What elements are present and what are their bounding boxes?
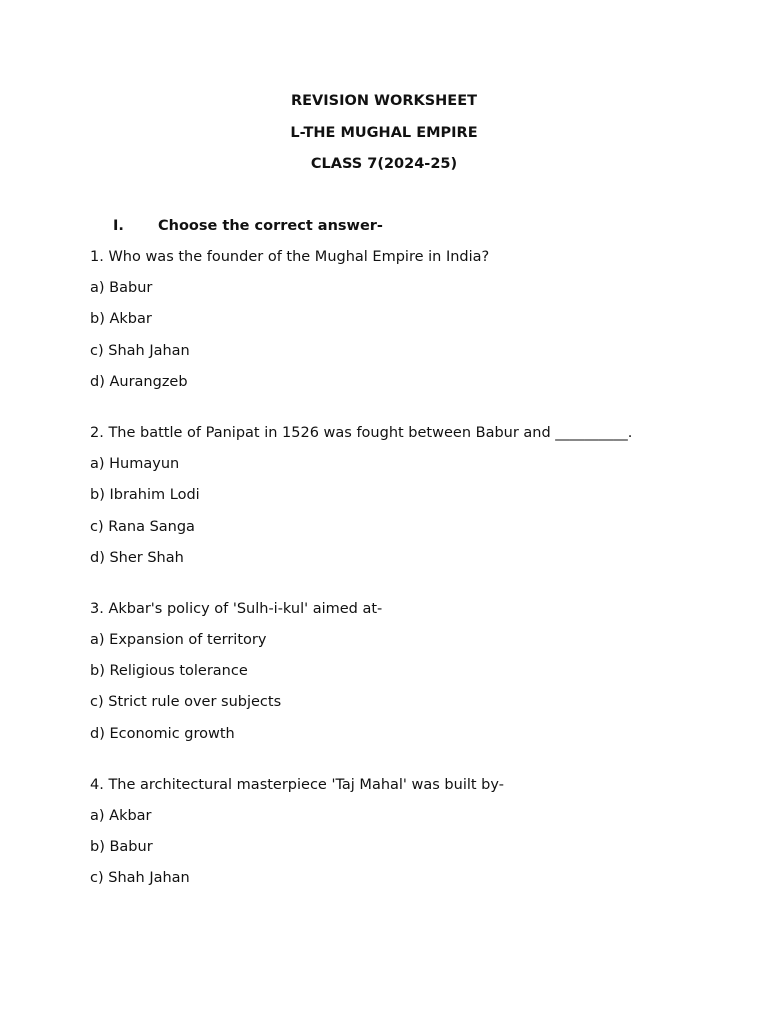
question-text: 3. Akbar's policy of 'Sulh-i-kul' aimed at-	[90, 600, 383, 617]
chapter-title: L-THE MUGHAL EMPIRE	[290, 125, 478, 141]
question-3	[90, 599, 730, 744]
option-d: d) Economic growth	[90, 725, 235, 742]
option-d: d) Aurangzeb	[90, 373, 188, 390]
option-d: d) Sher Shah	[90, 549, 184, 566]
option-b: b) Akbar	[90, 311, 152, 328]
section-heading-text: Choose the correct answer-	[158, 218, 383, 234]
option-c: c) Rana Sanga	[90, 518, 195, 535]
section-heading	[113, 216, 383, 236]
option-a: a) Babur	[90, 280, 153, 297]
class-year: CLASS 7(2024-25)	[310, 156, 458, 172]
question-list	[90, 247, 730, 920]
worksheet-title: REVISION WORKSHEET	[290, 93, 478, 109]
option-b: b) Babur	[90, 839, 153, 856]
option-a: a) Humayun	[90, 456, 180, 473]
option-c: c) Shah Jahan	[90, 870, 190, 887]
option-a: a) Expansion of territory	[90, 632, 267, 649]
section-numeral: I.	[113, 218, 124, 234]
question-text: 1. Who was the founder of the Mughal Empire in India?	[90, 249, 490, 265]
question-text: 4. The architectural masterpiece 'Taj Mahal' was built by-	[90, 776, 504, 793]
option-c: c) Shah Jahan	[90, 342, 190, 359]
option-a: a) Akbar	[90, 808, 152, 824]
question-1	[90, 247, 730, 392]
question-text: 2. The battle of Panipat in 1526 was fought between Babur and __________.	[90, 424, 633, 441]
question-4	[90, 775, 730, 889]
question-2	[90, 423, 730, 568]
option-c: c) Strict rule over subjects	[90, 694, 282, 711]
option-b: b) Religious tolerance	[90, 663, 248, 680]
option-b: b) Ibrahim Lodi	[90, 487, 200, 504]
